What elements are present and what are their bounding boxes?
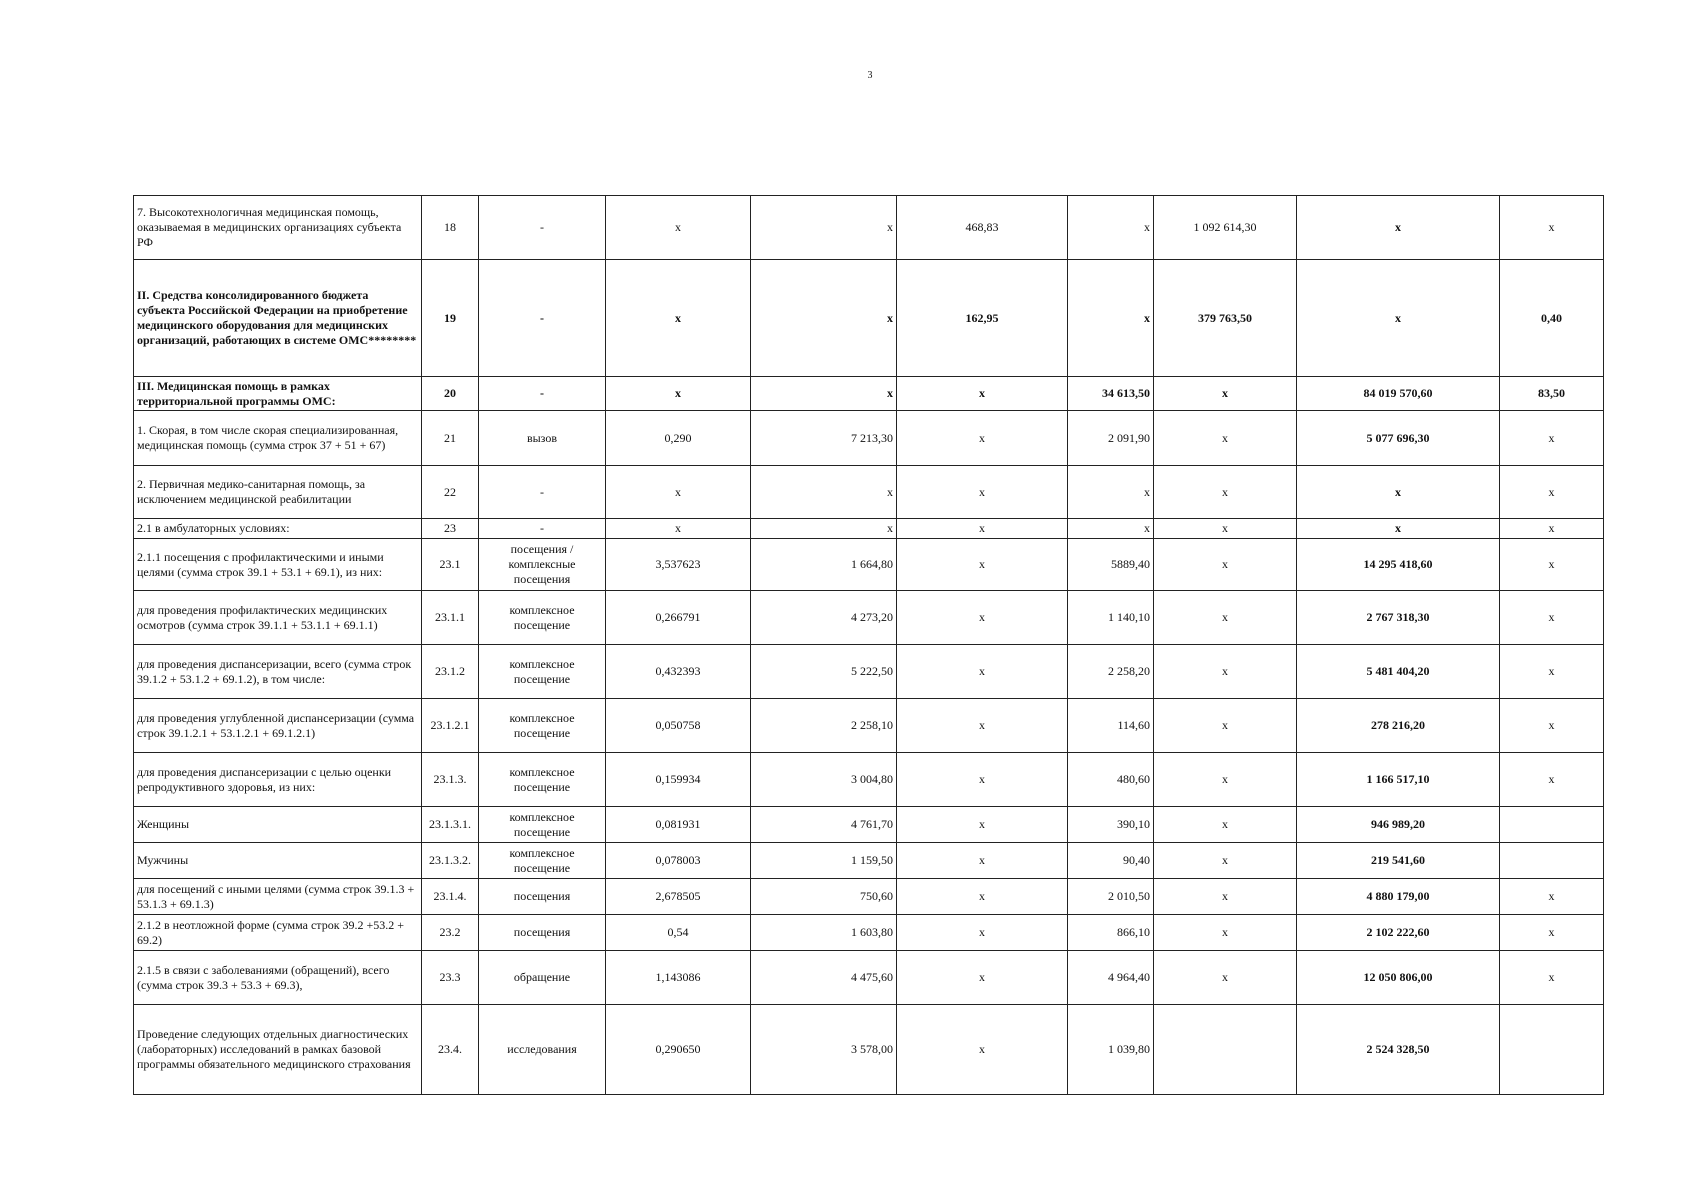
percent-cell: х [1500,519,1604,539]
volume-norm-cell: 2,678505 [606,879,751,915]
row-code: 23.1.4. [422,879,479,915]
cost-norm-cell: 4 273,20 [751,591,897,645]
unit-cell: исследования [479,1005,606,1095]
volume-norm-cell: 0,54 [606,915,751,951]
per-capita-oms-cell: 2 258,20 [1068,645,1154,699]
volume-norm-cell: 1,143086 [606,951,751,1005]
volume-norm-cell: 0,159934 [606,753,751,807]
budget-total-cell: 379 763,50 [1154,260,1297,377]
percent-cell: х [1500,411,1604,466]
per-capita-oms-cell: 5889,40 [1068,539,1154,591]
percent-cell: 83,50 [1500,377,1604,411]
unit-cell: комплексное посещение [479,753,606,807]
volume-norm-cell: 0,432393 [606,645,751,699]
budget-total-cell: х [1154,699,1297,753]
per-capita-budget-cell: х [897,377,1068,411]
oms-total-cell: 5 481 404,20 [1297,645,1500,699]
row-code: 23.1.2.1 [422,699,479,753]
table-row [134,260,1604,377]
row-code: 23.1.3.2. [422,843,479,879]
volume-norm-cell: 0,290 [606,411,751,466]
volume-norm-cell: х [606,519,751,539]
volume-norm-cell: 0,050758 [606,699,751,753]
per-capita-budget-cell: х [897,519,1068,539]
row-label: для проведения углубленной диспансеризации (сумма строк 39.1.2.1 + 53.1.2.1 + 69.1.2.1) [134,699,422,753]
table-row [134,807,1604,843]
table-row [134,196,1604,260]
budget-total-cell: х [1154,466,1297,519]
row-label: для посещений с иными целями (сумма строк 39.1.3 + 53.1.3 + 69.1.3) [134,879,422,915]
budget-total-cell: х [1154,915,1297,951]
row-label: Женщины [134,807,422,843]
per-capita-budget-cell: х [897,466,1068,519]
percent-cell: х [1500,915,1604,951]
per-capita-oms-cell: 1 140,10 [1068,591,1154,645]
table-row [134,591,1604,645]
percent-cell: х [1500,466,1604,519]
row-code: 23.4. [422,1005,479,1095]
volume-norm-cell: х [606,466,751,519]
cost-norm-cell: 5 222,50 [751,645,897,699]
unit-cell: - [479,196,606,260]
row-code: 23.1.2 [422,645,479,699]
per-capita-budget-cell: х [897,915,1068,951]
row-label: II. Средства консолидированного бюджета субъекта Российской Федерации на приобретение медицинского оборудования для медицинских организаций, работающих в системе ОМС******** [134,260,422,377]
oms-total-cell: х [1297,260,1500,377]
oms-total-cell: 1 166 517,10 [1297,753,1500,807]
percent-cell: 0,40 [1500,260,1604,377]
percent-cell [1500,843,1604,879]
budget-table [133,195,1604,1095]
row-label: 7. Высокотехнологичная медицинская помощь, оказываемая в медицинских организациях субъекта РФ [134,196,422,260]
unit-cell: - [479,377,606,411]
per-capita-oms-cell: х [1068,519,1154,539]
cost-norm-cell: 750,60 [751,879,897,915]
table-body [134,196,1604,1095]
row-label: III. Медицинская помощь в рамках территориальной программы ОМС: [134,377,422,411]
per-capita-budget-cell: х [897,539,1068,591]
budget-total-cell: х [1154,807,1297,843]
oms-total-cell: 12 050 806,00 [1297,951,1500,1005]
row-label: 2. Первичная медико-санитарная помощь, за исключением медицинской реабилитации [134,466,422,519]
volume-norm-cell: 0,081931 [606,807,751,843]
table-row [134,699,1604,753]
cost-norm-cell: 1 664,80 [751,539,897,591]
oms-total-cell: х [1297,466,1500,519]
cost-norm-cell: 3 578,00 [751,1005,897,1095]
row-label: 2.1 в амбулаторных условиях: [134,519,422,539]
per-capita-budget-cell: х [897,591,1068,645]
budget-total-cell: х [1154,951,1297,1005]
row-code: 23.1.3.1. [422,807,479,843]
row-label: для проведения диспансеризации, всего (сумма строк 39.1.2 + 53.1.2 + 69.1.2), в том числе: [134,645,422,699]
unit-cell: вызов [479,411,606,466]
percent-cell: х [1500,196,1604,260]
row-code: 23.1.3. [422,753,479,807]
per-capita-oms-cell: 34 613,50 [1068,377,1154,411]
unit-cell: комплексное посещение [479,591,606,645]
per-capita-oms-cell: 4 964,40 [1068,951,1154,1005]
percent-cell: х [1500,951,1604,1005]
budget-total-cell [1154,1005,1297,1095]
row-code: 18 [422,196,479,260]
unit-cell: посещения [479,879,606,915]
budget-total-cell: х [1154,843,1297,879]
row-label: 1. Скорая, в том числе скорая специализированная, медицинская помощь (сумма строк 37 + 51 + 67) [134,411,422,466]
per-capita-oms-cell: 390,10 [1068,807,1154,843]
table-row [134,411,1604,466]
table-row [134,645,1604,699]
oms-total-cell: 2 102 222,60 [1297,915,1500,951]
cost-norm-cell: 2 258,10 [751,699,897,753]
per-capita-oms-cell: 866,10 [1068,915,1154,951]
oms-total-cell: 946 989,20 [1297,807,1500,843]
oms-total-cell: х [1297,519,1500,539]
row-label: Мужчины [134,843,422,879]
per-capita-oms-cell: х [1068,466,1154,519]
cost-norm-cell: 4 761,70 [751,807,897,843]
oms-total-cell: 2 767 318,30 [1297,591,1500,645]
cost-norm-cell: 3 004,80 [751,753,897,807]
budget-total-cell: х [1154,645,1297,699]
cost-norm-cell: х [751,519,897,539]
row-code: 21 [422,411,479,466]
table-row [134,539,1604,591]
budget-total-cell: х [1154,591,1297,645]
per-capita-budget-cell: х [897,843,1068,879]
per-capita-oms-cell: 1 039,80 [1068,1005,1154,1095]
unit-cell: обращение [479,951,606,1005]
budget-total-cell: х [1154,539,1297,591]
unit-cell: посещения [479,915,606,951]
budget-total-cell: 1 092 614,30 [1154,196,1297,260]
per-capita-oms-cell: 2 010,50 [1068,879,1154,915]
per-capita-oms-cell: 2 091,90 [1068,411,1154,466]
budget-total-cell: х [1154,519,1297,539]
oms-total-cell: 2 524 328,50 [1297,1005,1500,1095]
per-capita-budget-cell: х [897,699,1068,753]
budget-total-cell: х [1154,753,1297,807]
oms-total-cell: 4 880 179,00 [1297,879,1500,915]
per-capita-budget-cell: х [897,951,1068,1005]
percent-cell [1500,807,1604,843]
cost-norm-cell: х [751,260,897,377]
per-capita-budget-cell: х [897,753,1068,807]
row-code: 22 [422,466,479,519]
percent-cell: х [1500,539,1604,591]
table-row [134,1005,1604,1095]
cost-norm-cell: х [751,196,897,260]
cost-norm-cell: х [751,466,897,519]
cost-norm-cell: х [751,377,897,411]
cost-norm-cell: 1 159,50 [751,843,897,879]
row-label: Проведение следующих отдельных диагностических (лабораторных) исследований в рамках базовой программы обязательного медицинского страхования [134,1005,422,1095]
row-label: 2.1.5 в связи с заболеваниями (обращений), всего (сумма строк 39.3 + 53.3 + 69.3), [134,951,422,1005]
per-capita-budget-cell: 162,95 [897,260,1068,377]
per-capita-budget-cell: х [897,1005,1068,1095]
row-label: для проведения диспансеризации с целью оценки репродуктивного здоровья, из них: [134,753,422,807]
percent-cell: х [1500,645,1604,699]
percent-cell: х [1500,591,1604,645]
percent-cell: х [1500,753,1604,807]
budget-total-cell: х [1154,879,1297,915]
budget-total-cell: х [1154,377,1297,411]
oms-total-cell: 219 541,60 [1297,843,1500,879]
volume-norm-cell: 3,537623 [606,539,751,591]
page-number: 3 [867,70,873,81]
cost-norm-cell: 4 475,60 [751,951,897,1005]
table-row [134,915,1604,951]
oms-total-cell: х [1297,196,1500,260]
percent-cell: х [1500,879,1604,915]
row-code: 23.1.1 [422,591,479,645]
row-label: 2.1.2 в неотложной форме (сумма строк 39.2 +53.2 + 69.2) [134,915,422,951]
per-capita-oms-cell: х [1068,196,1154,260]
percent-cell: х [1500,699,1604,753]
table-row [134,753,1604,807]
per-capita-budget-cell: х [897,411,1068,466]
oms-total-cell: 84 019 570,60 [1297,377,1500,411]
percent-cell [1500,1005,1604,1095]
unit-cell: - [479,466,606,519]
table-row [134,843,1604,879]
cost-norm-cell: 1 603,80 [751,915,897,951]
volume-norm-cell: 0,266791 [606,591,751,645]
table-row [134,466,1604,519]
table-row [134,377,1604,411]
unit-cell: - [479,519,606,539]
per-capita-budget-cell: х [897,645,1068,699]
row-code: 23.2 [422,915,479,951]
oms-total-cell: 278 216,20 [1297,699,1500,753]
row-label: для проведения профилактических медицинских осмотров (сумма строк 39.1.1 + 53.1.1 + 69.1.1) [134,591,422,645]
unit-cell: комплексное посещение [479,645,606,699]
per-capita-budget-cell: х [897,879,1068,915]
table-row [134,951,1604,1005]
oms-total-cell: 5 077 696,30 [1297,411,1500,466]
budget-total-cell: х [1154,411,1297,466]
per-capita-oms-cell: 480,60 [1068,753,1154,807]
per-capita-oms-cell: х [1068,260,1154,377]
per-capita-oms-cell: 114,60 [1068,699,1154,753]
oms-total-cell: 14 295 418,60 [1297,539,1500,591]
volume-norm-cell: 0,078003 [606,843,751,879]
per-capita-budget-cell: 468,83 [897,196,1068,260]
row-code: 23.3 [422,951,479,1005]
row-code: 19 [422,260,479,377]
row-code: 23.1 [422,539,479,591]
cost-norm-cell: 7 213,30 [751,411,897,466]
volume-norm-cell: 0,290650 [606,1005,751,1095]
unit-cell: комплексное посещение [479,843,606,879]
row-code: 23 [422,519,479,539]
volume-norm-cell: х [606,196,751,260]
row-code: 20 [422,377,479,411]
volume-norm-cell: х [606,260,751,377]
table-row [134,879,1604,915]
unit-cell: комплексное посещение [479,807,606,843]
per-capita-oms-cell: 90,40 [1068,843,1154,879]
per-capita-budget-cell: х [897,807,1068,843]
table-row [134,519,1604,539]
unit-cell: комплексное посещение [479,699,606,753]
unit-cell: - [479,260,606,377]
row-label: 2.1.1 посещения с профилактическими и иными целями (сумма строк 39.1 + 53.1 + 69.1), из них: [134,539,422,591]
volume-norm-cell: х [606,377,751,411]
unit-cell: посещения / комплексные посещения [479,539,606,591]
